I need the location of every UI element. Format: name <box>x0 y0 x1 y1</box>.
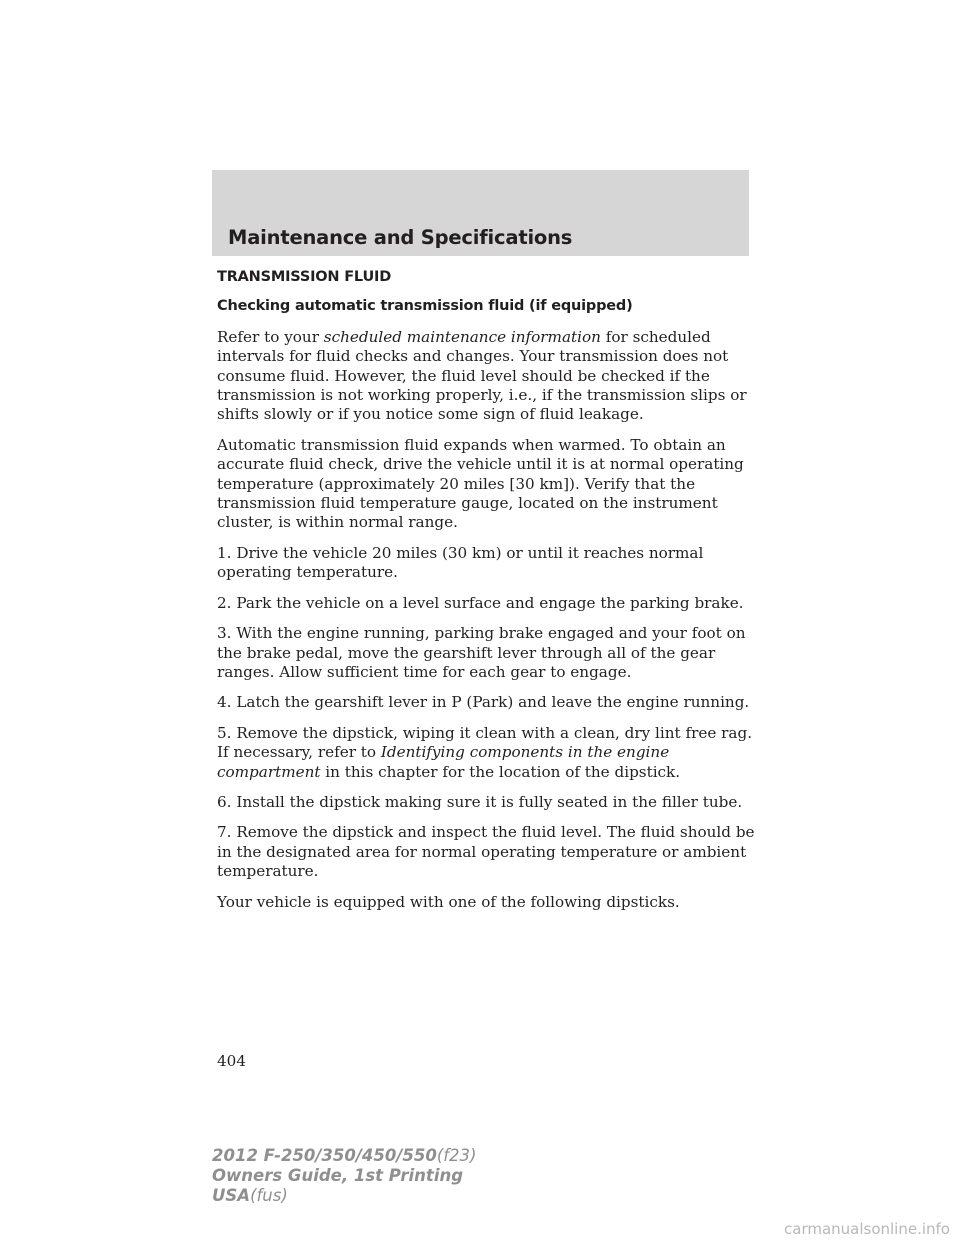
footer-model: 2012 F-250/350/450/550 <box>212 1146 437 1165</box>
engine-compartment-reference: Identifying components in the engine compartment <box>217 743 670 781</box>
heading-transmission-fluid: TRANSMISSION FLUID <box>217 269 392 285</box>
step-4: 4. Latch the gearshift lever in P (Park) and leave the engine running. <box>217 693 750 712</box>
footer-region: USA <box>212 1186 251 1205</box>
footer-line-printing: Owners Guide, 1st Printing <box>212 1166 464 1185</box>
footer-line-model <box>212 1146 477 1166</box>
footer-region-code: (fus) <box>250 1186 288 1205</box>
maintenance-info-reference: scheduled maintenance information <box>323 327 601 346</box>
intro-text-end: for scheduled intervals for fluid checks and changes. Your transmission does not consume fluid. However, the fluid level should be checked if the transmission is not working properly, i.e., if the transmission slips or shifts slowly or if you notice some sign of fluid leakage. <box>217 327 747 424</box>
step-1: 1. Drive the vehicle 20 miles (30 km) or until it reaches normal operating temperature. <box>217 543 704 582</box>
step-5 <box>217 724 757 782</box>
step-2: 2. Park the vehicle on a level surface and engage the parking brake. <box>217 593 744 612</box>
paragraph-fluid-expands: Automatic transmission fluid expands when warmed. To obtain an accurate fluid check, drive the vehicle until it is at normal operating temperature (approximately 20 miles [30 km]). Verify that the transmission fluid temperature gauge, located on the instrument cluster, is within normal range. <box>217 435 744 532</box>
watermark: carmanualsonline.info <box>784 1220 950 1238</box>
footer-model-code: (f23) <box>436 1146 477 1165</box>
footer-edition-info <box>212 1146 477 1206</box>
paragraph-dipsticks: Your vehicle is equipped with one of the following dipsticks. <box>217 892 680 911</box>
step-7: 7. Remove the dipstick and inspect the fluid level. The fluid should be in the designated area for normal operating temperature or ambient temperature. <box>217 823 755 881</box>
page-number: 404 <box>217 1052 246 1070</box>
step-6: 6. Install the dipstick making sure it is fully seated in the filler tube. <box>217 792 743 811</box>
page-content <box>217 268 757 923</box>
section-title: Maintenance and Specifications <box>228 226 573 249</box>
intro-text-start: Refer to your <box>217 327 324 346</box>
heading-checking-fluid: Checking automatic transmission fluid (if equipped) <box>217 298 633 315</box>
footer-line-region <box>212 1186 477 1206</box>
step-3: 3. With the engine running, parking brake engaged and your foot on the brake pedal, move the gearshift lever through all of the gear ranges. Allow sufficient time for each gear to engage. <box>217 624 746 681</box>
step-5-text-start: 5. Remove the dipstick, wiping it clean with a clean, dry lint free rag. If necessary, refer to <box>217 723 753 762</box>
step-5-text-end: in this chapter for the location of the dipstick. <box>320 762 681 781</box>
paragraph-intro <box>217 328 757 425</box>
